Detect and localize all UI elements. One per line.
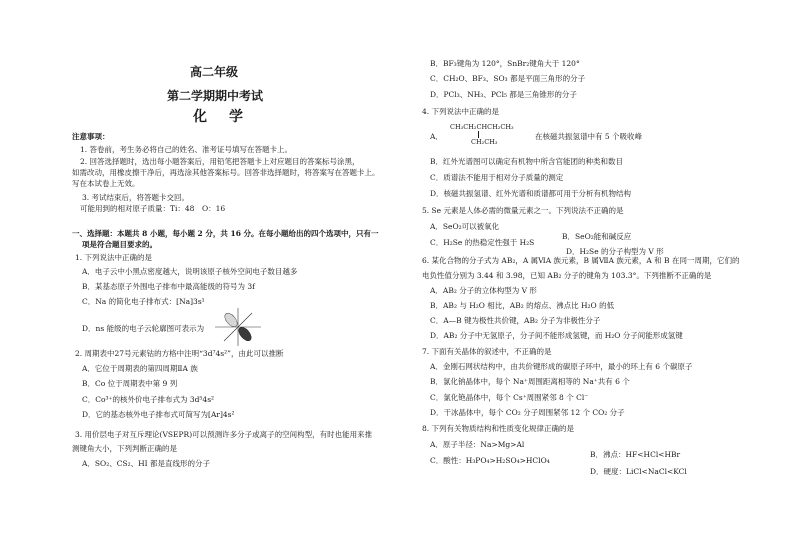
q3-option-c: C．CH₂O、BF₃、SO₃ 都是平面三角形的分子 bbox=[430, 74, 586, 83]
q3-option-d: D．PCl₃、NH₃、PCl₅ 都是三角锥形的分子 bbox=[430, 90, 577, 99]
q5-option-c: C．H₂Se 的热稳定性强于 H₂S bbox=[430, 238, 535, 247]
q5-option-d: D．H₂Se 的分子构型为 V 形 bbox=[566, 247, 664, 256]
section-heading-line-1: 一、选择题：本题共 8 小题，每小题 2 分，共 16 分。在每小题给出的四个选项中，只有一 bbox=[72, 229, 379, 238]
notice-line-4: 写在本试卷上无效。 bbox=[72, 179, 140, 188]
q8-option-d: D．硬度：LiCl<NaCl<KCl bbox=[590, 467, 687, 476]
q3-stem-line-1: 3. 用价层电子对互斥理论(VSEPR)可以预测许多分子或离子的空间构型，有时也能用来推 bbox=[75, 430, 373, 439]
q1-option-d: D．ns 能级的电子云轮廓图可表示为 bbox=[82, 324, 205, 333]
q4-stem: 4. 下列说法中正确的是 bbox=[422, 107, 500, 116]
q6-option-d: D．AB₂ 分子中无氢原子，分子间不能形成氢键，而 H₂O 分子间能形成氢键 bbox=[430, 331, 683, 340]
notice-line-5: 3. 考试结束后，将答题卡交回。 bbox=[82, 193, 190, 202]
q4-option-c: C．质谱法不能用于相对分子质量的测定 bbox=[430, 173, 564, 182]
q1-option-b: B．某基态原子外围电子排布中最高能级的符号为 3f bbox=[82, 282, 255, 291]
q2-option-b: B．Co 位于周期表中第 9 列 bbox=[82, 379, 178, 388]
notice-line-2: 2. 回答选择题时，选出每小题答案后，用铅笔把答题卡上对应题目的答案标号涂黑， bbox=[80, 157, 360, 166]
q2-option-c: C．Co³⁺的核外价电子排布式为 3d⁵4s² bbox=[82, 395, 215, 404]
q1-option-c: C．Na 的简化电子排布式：[Na]3s¹ bbox=[82, 297, 205, 306]
q3-option-b: B．BF₃键角为 120°，SnBr₂键角大于 120° bbox=[430, 59, 580, 68]
q5-option-b: B．SeO₂能和碱反应 bbox=[562, 232, 632, 241]
atomic-mass-note: 可能用到的相对原子质量：Ti：48 O：16 bbox=[80, 204, 226, 213]
q8-option-c: C．酸性：H₃PO₄>H₂SO₄>HClO₄ bbox=[430, 456, 550, 465]
q6-stem-line-2: 电负性值分别为 3.44 和 3.98，已知 AB₂ 分子的键角为 103.3°。下列推断不正确的是 bbox=[422, 271, 712, 280]
q5-option-a: A．SeO₂可以被氧化 bbox=[430, 222, 500, 231]
q4-option-a-label: A． bbox=[430, 132, 443, 141]
q4-formula-bond bbox=[478, 131, 479, 138]
notice-line-3: 如需改动，用橡皮擦干净后，再选涂其他答案标号。回答非选择题时，将答案写在答题卡上。 bbox=[72, 168, 380, 177]
q4-option-d: D．核磁共振氢谱、红外光谱和质谱都可用于分析有机物结构 bbox=[430, 189, 632, 198]
grade-title: 高二年级 bbox=[190, 65, 239, 79]
q6-option-b: B．AB₂ 与 H₂O 相比，AB₂ 的熔点、沸点比 H₂O 的低 bbox=[430, 301, 615, 310]
orbital-diagram bbox=[212, 306, 264, 348]
q4-option-b: B．红外光谱图可以确定有机物中所含官能团的种类和数目 bbox=[430, 157, 624, 166]
q7-option-a: A．金刚石网状结构中，由共价键形成的碳原子环中，最小的环上有 6 个碳原子 bbox=[430, 362, 693, 371]
q7-stem: 7. 下面有关晶体的叙述中，不正确的是 bbox=[422, 347, 552, 356]
q6-option-a: A．AB₂ 分子的立体构型为 V 形 bbox=[430, 286, 537, 295]
q2-option-a: A．它位于周期表的第四周期ⅡA 族 bbox=[82, 364, 198, 373]
notice-title: 注意事项： bbox=[72, 132, 110, 141]
q4-option-a-text: 在核磁共振氢谱中有 5 个吸收峰 bbox=[535, 132, 643, 141]
exam-title: 第二学期期中考试 bbox=[167, 89, 264, 103]
subject-title: 化 学 bbox=[193, 109, 247, 125]
q1-option-a: A．电子云中小黑点密度越大，说明该原子核外空间电子数目越多 bbox=[82, 267, 298, 276]
q8-option-b: B．沸点：HF<HCl<HBr bbox=[590, 450, 681, 459]
q7-option-b: B．氯化钠晶体中，每个 Na⁺周围距离相等的 Na⁺共有 6 个 bbox=[430, 377, 630, 386]
q3-stem-line-2: 测键角大小，下列判断正确的是 bbox=[72, 444, 177, 453]
section-heading-line-2: 项是符合题目要求的。 bbox=[82, 240, 157, 249]
q2-option-d: D．它的基态核外电子排布式可简写为[Ar]4s² bbox=[82, 410, 235, 419]
q4-formula-main-chain: CH₃CH₂CHCH₂CH₃ bbox=[450, 123, 514, 131]
q4-formula-branch: CH₂CH₃ bbox=[471, 138, 498, 146]
notice-line-1: 1. 答卷前，考生务必将自己的姓名、准考证号填写在答题卡上。 bbox=[80, 145, 293, 154]
q7-option-c: C．氯化铯晶体中，每个 Cs⁺周围紧邻 8 个 Cl⁻ bbox=[430, 393, 589, 402]
q7-option-d: D．干冰晶体中，每个 CO₂ 分子周围紧邻 12 个 CO₂ 分子 bbox=[430, 408, 625, 417]
q1-stem: 1. 下列说法中正确的是 bbox=[75, 253, 153, 262]
q8-option-a: A．原子半径：Na>Mg>Al bbox=[430, 440, 525, 449]
q6-stem-line-1: 6. 某化合物的分子式为 AB₂，A 属ⅥA 族元素，B 属ⅦA 族元素，A 和 B 在同一周期，它们的 bbox=[422, 256, 740, 265]
q5-stem: 5. Se 元素是人体必需的微量元素之一。下列说法不正确的是 bbox=[422, 206, 624, 215]
q6-option-c: C．A—B 键为极性共价键，AB₂ 分子为非极性分子 bbox=[430, 316, 601, 325]
q3-option-a: A．SO₂、CS₂、HI 都是直线形的分子 bbox=[82, 459, 210, 468]
q2-stem: 2. 周期表中27号元素钴的方格中注明“3d⁷4s²”，由此可以推断 bbox=[75, 349, 284, 358]
q8-stem: 8. 下列有关物质结构和性质变化规律正确的是 bbox=[422, 424, 575, 433]
